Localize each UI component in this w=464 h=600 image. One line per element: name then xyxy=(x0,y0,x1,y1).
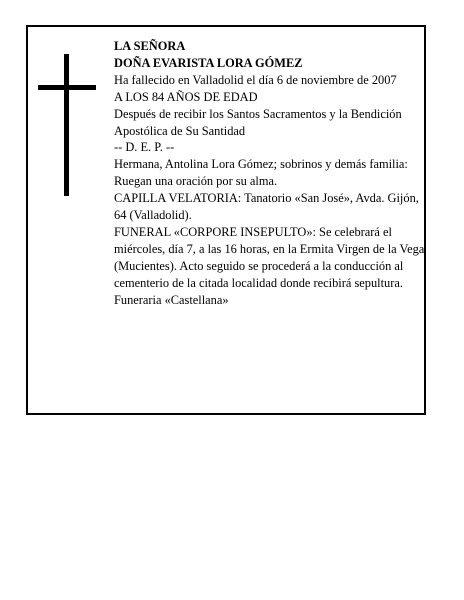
funeral-home-line: Funeraria «Castellana» xyxy=(114,292,229,307)
obituary-text xyxy=(114,38,426,309)
rip-line: -- D. E. P. -- xyxy=(114,140,175,155)
family-line: Hermana, Antolina Lora Gómez; sobrinos y demás familia: xyxy=(114,157,408,172)
cross-horizontal-bar xyxy=(38,85,96,90)
funeral-line: FUNERAL «CORPORE INSEPULTO»: Se celebrará el miércoles, día 7, a las 16 horas, en la Ermita Virgen de la Vega (Mucientes). Acto seguido se procederá a la conducción al cementerio de la citada localidad donde recibirá sepultura. xyxy=(114,224,425,290)
cross-vertical-bar xyxy=(64,54,69,196)
notice-heading: LA SEÑORA xyxy=(114,39,186,53)
death-date-line: Ha fallecido en Valladolid el día 6 de noviembre de 2007 xyxy=(114,72,397,87)
sacraments-line: Después de recibir los Santos Sacramentos y la Bendición Apostólica de Su Santidad xyxy=(114,106,402,138)
prayer-line: Ruegan una oración por su alma. xyxy=(114,174,278,189)
deceased-name: DOÑA EVARISTA LORA GÓMEZ xyxy=(114,55,303,70)
age-line: A LOS 84 AÑOS DE EDAD xyxy=(114,89,258,104)
wake-chapel-line: CAPILLA VELATORIA: Tanatorio «San José», Avda. Gijón, 64 (Valladolid). xyxy=(114,191,419,223)
